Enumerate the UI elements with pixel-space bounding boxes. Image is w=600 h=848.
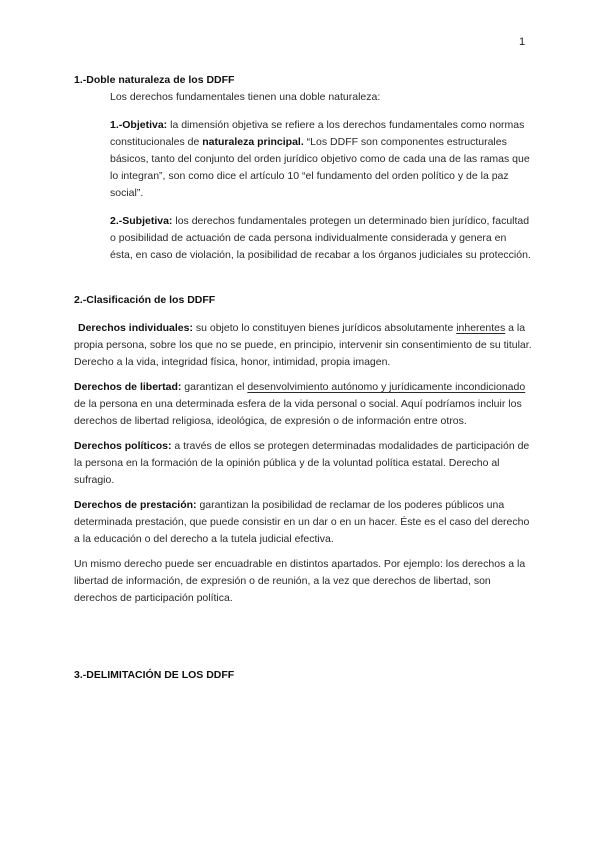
prestacion-label: Derechos de prestación: [74,499,197,511]
document-body [74,72,532,684]
libertad-text-a: garantizan el [181,381,248,393]
individuales-paragraph [74,320,532,371]
individuales-text-a: su objeto lo constituyen bienes jurídicos absolutamente [192,322,457,334]
libertad-underlined: desenvolvimiento autónomo y jurídicamente incondicionado [247,381,526,393]
politicos-paragraph [74,438,532,489]
libertad-text-b: de la persona en una determinada esfera de la vida personal o social. Aquí podríamos incluir los derechos de libertad religiosa, ideológica, de expresión o de información entre otros. [74,398,522,427]
politicos-text: a través de ellos se protegen determinadas modalidades de participación de la persona en la formación de la opinión pública y de la voluntad política estatal. Derecho al sufragio. [74,440,530,486]
objetiva-paragraph [110,117,532,202]
objetiva-bold: naturaleza principal. [202,136,304,148]
libertad-paragraph [74,379,532,430]
individuales-text-b: a la propia persona, sobre los que no se puede, en principio, intervenir sin consentimiento de su titular. Derecho a la vida, integridad física, honor, intimidad, propia imagen. [74,322,532,368]
section1-title: 1.-Doble naturaleza de los DDFF [74,74,235,86]
page-number: 1 [519,36,526,48]
individuales-underlined: inherentes [456,322,506,334]
subjetiva-label: 2.-Subjetiva: [110,215,173,227]
politicos-label: Derechos políticos: [74,440,172,452]
individuales-label: Derechos individuales: [78,322,193,334]
section3-title: 3.-DELIMITACIÓN DE LOS DDFF [74,669,235,681]
subjetiva-paragraph [110,213,532,264]
objetiva-label: 1.-Objetiva: [110,119,168,131]
subjetiva-text: los derechos fundamentales protegen un determinado bien jurídico, facultad o posibilidad de actuación de cada persona individualmente considerada y genera en ésta, en caso de violación, la posibilidad de recabar a los órganos judiciales su protección. [110,215,531,261]
prestacion-paragraph [74,497,532,548]
section2-title: 2.-Clasificación de los DDFF [74,294,216,306]
nota-paragraph: Un mismo derecho puede ser encuadrable en distintos apartados. Por ejemplo: los derechos a la libertad de información, de expresión o de reunión, a la vez que derechos de libertad, son derechos de participación política. [74,558,526,604]
libertad-label: Derechos de libertad: [74,381,182,393]
prestacion-text: garantizan la posibilidad de reclamar de los poderes públicos una determinada prestación, que puede consistir en un dar o en un hacer. Éste es el caso del derecho a la educación o del derecho a la tutela judicial efectiva. [74,499,530,545]
objetiva-text-a: la dimensión objetiva se refiere a los derechos fundamentales como normas constitucionales de [110,119,525,148]
section1-intro: Los derechos fundamentales tienen una doble naturaleza: [110,91,381,103]
objetiva-text-b: “Los DDFF son componentes estructurales básicos, tanto del conjunto del orden jurídico objetivo como de cada una de las ramas que lo integran”, son como dice el artículo 10 “el fundamento del orden político y de la paz social”. [110,136,530,199]
